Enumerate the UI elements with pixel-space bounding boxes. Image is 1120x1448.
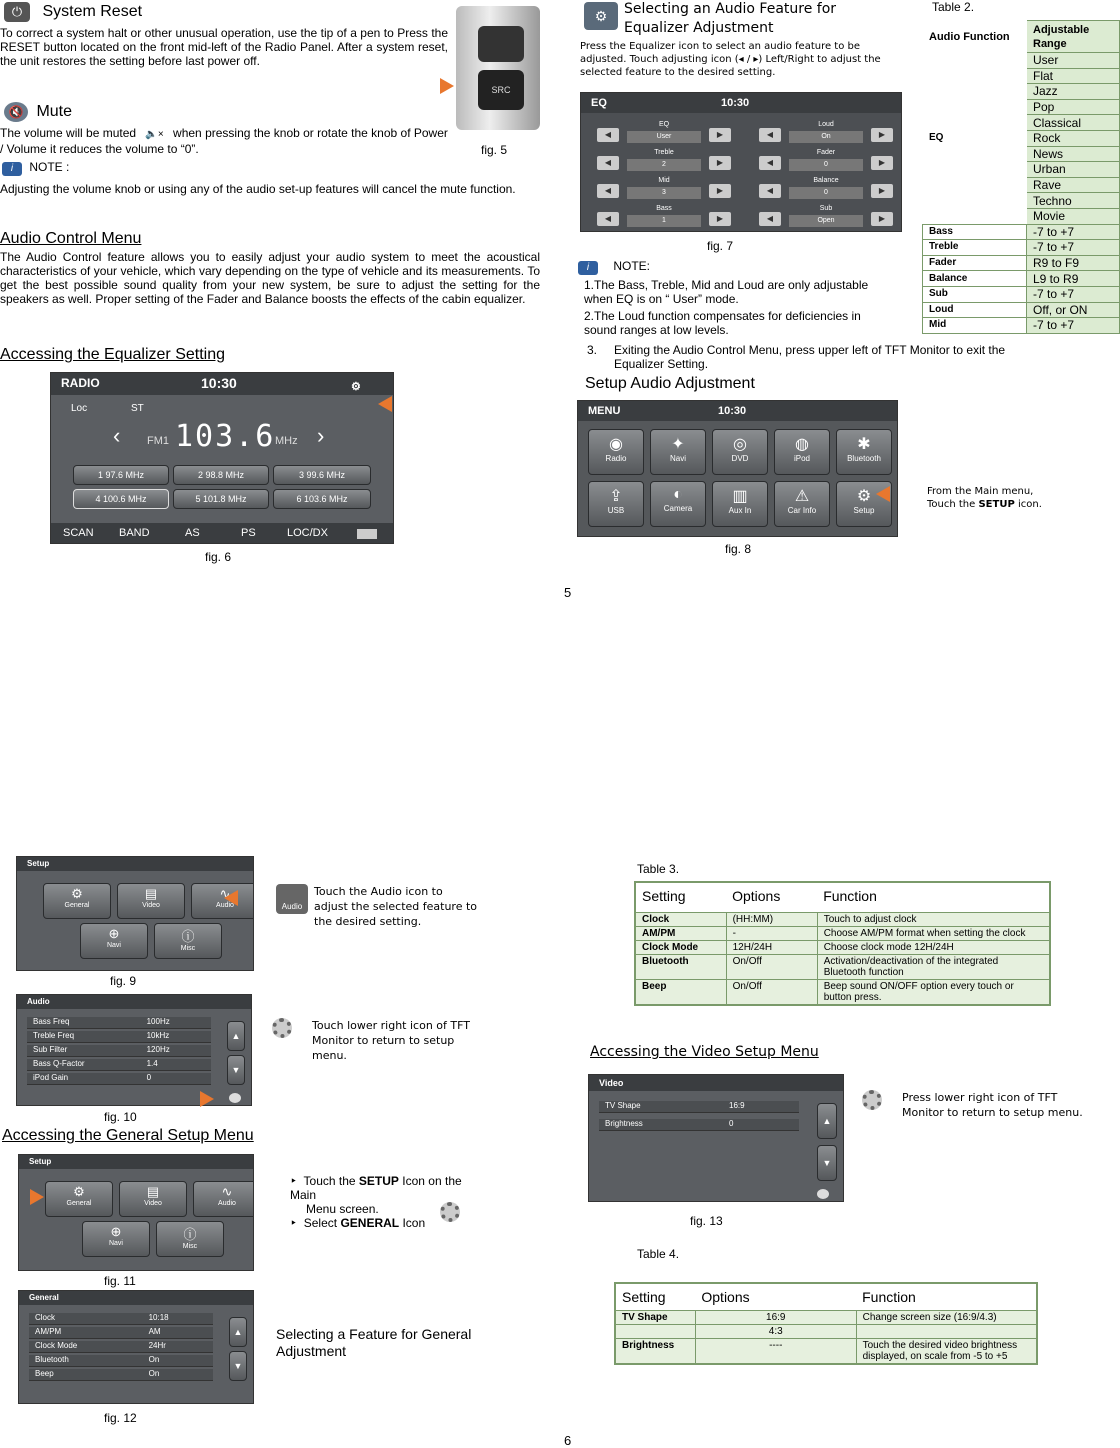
band-button[interactable]: BAND	[119, 527, 150, 539]
menu-time: 10:30	[718, 405, 747, 417]
system-reset-body: To correct a system halt or other unusual operation, use the tip of a pen to Press the RESET button located on the front mid-left of the Radio Panel. After a system reset, the unit restores the setting before last power off.	[0, 26, 448, 68]
right-arrow-icon[interactable]: ▶	[709, 212, 731, 226]
table2-eq-value: Flat	[1027, 68, 1120, 84]
preset-6-button[interactable]: 6 103.6 MHz	[273, 489, 371, 509]
aux-in-icon: ▥	[732, 488, 748, 505]
table2-range: -7 to +7	[1027, 286, 1120, 302]
camera-icon: ◐	[673, 486, 683, 503]
left-arrow-icon[interactable]: ◀	[759, 156, 781, 170]
left-arrow-icon[interactable]: ◀	[597, 184, 619, 198]
right-arrow-icon[interactable]: ▶	[871, 212, 893, 226]
table2-function: Treble	[923, 240, 1027, 256]
setting-value: 0	[729, 1119, 734, 1128]
main-menu-screen	[577, 400, 898, 537]
table-header: Setting	[642, 888, 686, 904]
eq-control-label: Fader	[816, 149, 836, 156]
info-icon: i	[2, 162, 22, 176]
setup-general-button[interactable]: ⚙ General	[43, 883, 111, 919]
audio-screen-fig10	[16, 994, 252, 1106]
setting-value: 100Hz	[146, 1017, 170, 1026]
table-cell: Beep sound ON/OFF option every touch or button press.	[817, 979, 1050, 1005]
fig11-caption: fig. 11	[104, 1274, 136, 1288]
fig8-note: From the Main menu, Touch the SETUP icon.	[927, 486, 1042, 510]
system-reset-heading: ⏻ System Reset	[4, 2, 524, 22]
table-cell: AM/PM	[642, 927, 676, 939]
setup-audio-button[interactable]: ∿ Audio	[193, 1181, 254, 1217]
note2-item-2: 2.The Loud function compensates for deficiencies in sound ranges at low levels.	[584, 309, 861, 337]
navi-icon: ⊕	[110, 1224, 122, 1239]
info-icon: i	[578, 261, 598, 275]
eq-screen	[580, 92, 902, 232]
table2-range: -7 to +7	[1027, 224, 1120, 240]
setting-name: Clock	[35, 1313, 56, 1322]
menu-camera-button[interactable]: ◐ Camera	[650, 481, 706, 527]
audio-control-menu-body: The Audio Control feature allows you to easily adjust your audio system to meet the acoustical characteristics of your vehicle, which vary depending on the type of vehicle and its measurements. To get the best possible sound quality from your new system, be sure to adjust the setting for the speakers as well. Proper setting of the Fader and Balance boosts the effects of the cabin equalizer.	[0, 250, 540, 306]
table-cell: Activation/deactivation of the integrated Bluetooth function	[817, 954, 1050, 979]
step3-text: Exiting the Audio Control Menu, press upper left of TFT Monitor to exit the Equalizer Setting.	[614, 343, 1006, 371]
right-arrow-icon[interactable]: ▶	[709, 128, 731, 142]
radio-icon: ◉	[609, 436, 623, 453]
fig9-note: Touch the Audio icon to adjust the selected feature to the desired setting.	[314, 885, 478, 928]
table2-eq-value: Jazz	[1027, 84, 1120, 100]
table-cell: Bluetooth	[642, 955, 689, 967]
audio-control-menu-heading: Audio Control Menu	[0, 230, 142, 247]
select-feature-body: Press the Equalizer icon to select an audio feature to be adjusted. Touch adjusting icon (◂ / ▸) Left/Right to adjust the selected feature to the desired setting.	[580, 41, 881, 78]
setup-video-button[interactable]: ▤ Video	[117, 883, 185, 919]
setting-value: 120Hz	[146, 1045, 170, 1054]
right-arrow-icon[interactable]: ▶	[709, 184, 731, 198]
scroll-down-button[interactable]: ▼	[229, 1351, 247, 1381]
eq-control-label: Bass	[656, 205, 672, 212]
setup-navi-button[interactable]: ⊕ Navi	[80, 923, 148, 959]
setup-misc-button[interactable]: ⓘ Misc	[156, 1221, 224, 1257]
setting-row[interactable]	[29, 1341, 213, 1353]
menu-car-info-button[interactable]: ⚠ Car Info	[774, 481, 830, 527]
eq-control-label: Sub	[819, 205, 833, 212]
audio-icon: ∿	[221, 1184, 233, 1199]
left-arrow-icon[interactable]: ◀	[597, 212, 619, 226]
fig8-caption: fig. 8	[725, 542, 752, 556]
table2-range: -7 to +7	[1027, 318, 1120, 334]
gear-icon	[440, 1202, 460, 1227]
table2-function: Bass	[923, 224, 1027, 240]
table-row	[615, 1339, 1037, 1365]
setup-icon: ⚙	[856, 488, 872, 505]
setting-value: On	[148, 1355, 160, 1364]
radio-panel-photo	[456, 6, 540, 130]
table3-caption: Table 3.	[637, 862, 680, 876]
fig7-caption: fig. 7	[707, 239, 734, 253]
setting-name: Brightness	[605, 1119, 643, 1128]
page-number: 6	[564, 1433, 572, 1448]
video-screen-title: Video	[589, 1075, 843, 1091]
setting-row[interactable]	[27, 1017, 211, 1029]
eq-control-value: User	[627, 131, 701, 143]
table-header: Setting	[622, 1289, 666, 1305]
setup-general-button[interactable]: ⚙ General	[45, 1181, 113, 1217]
mute-body: The volume will be muted 🔈× when pressing the knob or rotate the knob of Power / Volume it reduces the volume to “0”.	[0, 126, 448, 156]
eq-control-eq[interactable]	[597, 123, 731, 145]
radio-title: RADIO	[61, 376, 100, 390]
eq-control-value: 1	[627, 215, 701, 227]
table-cell: Touch to adjust clock	[817, 912, 1050, 926]
table-cell: Brightness	[622, 1340, 675, 1351]
scan-button[interactable]: SCAN	[63, 527, 94, 539]
table2-eq-value: Classical	[1027, 115, 1120, 131]
audio-icon: ∿	[219, 886, 231, 901]
band-label: FM1	[147, 435, 169, 447]
menu-navi-button[interactable]: ✦ Navi	[650, 429, 706, 475]
loc-label: Loc	[71, 403, 88, 414]
table2-eq-value: Rock	[1027, 130, 1120, 146]
eq-access-heading: Accessing the Equalizer Setting	[0, 346, 226, 363]
setting-row[interactable]	[27, 1045, 211, 1057]
eq-control-value: 0	[789, 187, 863, 199]
table2-header-range: Adjustable Range	[1027, 21, 1120, 53]
table-cell: -	[726, 926, 817, 940]
table2-eq-value: Rave	[1027, 177, 1120, 193]
video-icon: ▤	[144, 886, 158, 901]
table-cell	[615, 1325, 695, 1339]
orange-arrow-icon	[378, 396, 392, 412]
setup-title: Setup	[19, 1155, 253, 1169]
preset-3-button[interactable]: 3 99.6 MHz	[273, 465, 371, 485]
setting-row[interactable]	[599, 1101, 799, 1113]
table2-function: Mid	[923, 318, 1027, 334]
eq-control-fader[interactable]	[759, 151, 893, 173]
table2	[922, 20, 1120, 334]
right-arrow-icon[interactable]: ▶	[871, 156, 893, 170]
mute-speaker-icon: 🔇	[4, 102, 28, 122]
setting-row[interactable]	[29, 1327, 213, 1339]
general-icon: ⚙	[73, 1184, 85, 1199]
fig13-note: Press lower right icon of TFT Monitor to return to setup menu.	[902, 1091, 1083, 1119]
eq-control-label: Mid	[658, 177, 670, 184]
table-header: Function	[823, 888, 877, 904]
navi-icon: ⊕	[108, 926, 120, 941]
eq-screen-time: 10:30	[721, 97, 750, 109]
dvd-icon: ◎	[733, 436, 747, 453]
scroll-down-button[interactable]: ▼	[227, 1055, 245, 1085]
table-cell: 12H/24H	[726, 940, 817, 954]
scroll-up-button[interactable]: ▲	[229, 1317, 247, 1347]
setting-row[interactable]	[27, 1073, 211, 1085]
eq-control-sub[interactable]	[759, 207, 893, 229]
gear-icon	[272, 1018, 292, 1043]
setting-value: 24Hr	[148, 1341, 166, 1350]
video-setup-heading: Accessing the Video Setup Menu	[590, 1044, 819, 1060]
navi-icon: ✦	[671, 436, 685, 453]
setting-row[interactable]	[27, 1031, 211, 1043]
general-instructions: ‣ Touch the SETUP Icon on the Main Menu screen. ‣ Select GENERAL Icon	[290, 1174, 462, 1230]
general-icon: ⚙	[71, 886, 83, 901]
table2-header-function: Audio Function	[929, 30, 1010, 43]
setup-misc-button[interactable]: ⓘ Misc	[154, 923, 222, 959]
right-arrow-icon[interactable]: ▶	[871, 128, 893, 142]
audio-screen-title: Audio	[17, 995, 251, 1009]
table2-eq-value: User	[1027, 53, 1120, 69]
bluetooth-icon: ✱	[857, 436, 871, 453]
step3-number: 3.	[587, 343, 598, 357]
menu-bluetooth-button[interactable]: ✱ Bluetooth	[836, 429, 892, 475]
setting-value: On	[148, 1369, 160, 1378]
setup-screen-fig11	[18, 1154, 254, 1271]
eq-control-label: Treble	[654, 149, 674, 156]
note2-heading: i NOTE:	[578, 259, 650, 275]
fig6-caption: fig. 6	[205, 550, 232, 564]
table-cell: TV Shape	[622, 1312, 668, 1323]
mute-heading: 🔇 Mute	[4, 102, 72, 122]
general-screen-title: General	[19, 1291, 253, 1305]
table-cell: On/Off	[726, 954, 817, 979]
eq-settings-icon[interactable]: ⚙	[351, 381, 361, 393]
eq-control-label: EQ	[658, 121, 670, 128]
eq-screen-title: EQ	[591, 97, 607, 109]
menu-dvd-button[interactable]: ◎ DVD	[712, 429, 768, 475]
preset-2-button[interactable]: 2 98.8 MHz	[173, 465, 269, 485]
left-arrow-icon[interactable]: ◀	[759, 184, 781, 198]
note-body: Adjusting the volume knob or using any of the audio set-up features will cancel the mute function.	[0, 182, 516, 196]
gear-icon	[862, 1090, 882, 1115]
left-arrow-icon[interactable]: ◀	[759, 212, 781, 226]
preset-4-button[interactable]: 4 100.6 MHz	[73, 489, 169, 509]
eq-control-label: Balance	[813, 177, 839, 184]
setting-name: Bass Freq	[33, 1017, 70, 1026]
eq-control-loud[interactable]	[759, 123, 893, 145]
table-cell: Choose clock mode 12H/24H	[817, 940, 1050, 954]
ps-button[interactable]: PS	[241, 527, 256, 539]
grid-menu-icon[interactable]	[357, 529, 377, 539]
setup-screen-fig9	[16, 856, 254, 971]
setup-video-button[interactable]: ▤ Video	[119, 1181, 187, 1217]
page-number: 5	[564, 585, 572, 600]
menu-ipod-button[interactable]: ◍ iPod	[774, 429, 830, 475]
table-header: Function	[862, 1289, 916, 1305]
orange-arrow-icon	[440, 78, 454, 94]
general-setup-heading: Accessing the General Setup Menu	[2, 1127, 254, 1144]
prev-arrow-icon[interactable]: ‹	[113, 423, 121, 448]
eq-control-value: 3	[627, 187, 701, 199]
table-cell: ----	[695, 1339, 856, 1365]
fig5-caption: fig. 5	[481, 143, 508, 157]
scroll-up-button[interactable]: ▲	[227, 1021, 245, 1051]
src-button: SRC	[478, 70, 524, 110]
setup-audio-button[interactable]: ∿ Audio	[191, 883, 254, 919]
note2-item-1: 1.The Bass, Treble, Mid and Loud are only adjustable when EQ is on “ User” mode.	[584, 278, 869, 306]
table2-function: Loud	[923, 302, 1027, 318]
table3	[634, 881, 1051, 1006]
misc-icon: ⓘ	[181, 929, 195, 944]
scroll-up-button[interactable]: ▲	[817, 1103, 837, 1139]
setting-value: AM	[148, 1327, 161, 1336]
table-row	[635, 979, 1050, 1005]
setting-name: iPod Gain	[33, 1073, 69, 1082]
preset-1-button[interactable]: 1 97.6 MHz	[73, 465, 169, 485]
table-cell	[856, 1325, 1037, 1339]
eq-icon: ⚙	[584, 2, 618, 30]
eq-control-value: 2	[627, 159, 701, 171]
table-cell: 16:9	[695, 1311, 856, 1325]
menu-setup-button[interactable]: ⚙ Setup	[836, 481, 892, 527]
setting-row[interactable]	[27, 1059, 211, 1071]
table-cell: Clock	[642, 913, 670, 925]
radio-time: 10:30	[201, 375, 237, 391]
eq-control-value: Open	[789, 215, 863, 227]
eq-control-mid[interactable]	[597, 179, 731, 201]
table2-range: Off, or ON	[1027, 302, 1120, 318]
setup-audio-heading: Setup Audio Adjustment	[585, 375, 755, 392]
fig12-caption: fig. 12	[104, 1411, 137, 1425]
eq-control-label: Loud	[818, 121, 834, 128]
right-arrow-icon[interactable]: ▶	[709, 156, 731, 170]
setting-row[interactable]	[29, 1313, 213, 1325]
menu-aux-in-button[interactable]: ▥ Aux In	[712, 481, 768, 527]
locdx-button[interactable]: LOC/DX	[287, 527, 328, 539]
setting-row[interactable]	[29, 1355, 213, 1367]
table2-function: Fader	[923, 255, 1027, 271]
table2-eq-value: Techno	[1027, 193, 1120, 209]
setting-name: Clock Mode	[35, 1341, 78, 1350]
mute-icon: 🔈×	[145, 129, 164, 140]
fig12-note: Selecting a Feature for General Adjustment	[276, 1326, 472, 1359]
menu-usb-button[interactable]: ⇪ USB	[588, 481, 644, 527]
table-cell: Touch the desired video brightness displayed, on scale from -5 to +5	[856, 1339, 1037, 1365]
unit-label: MHz	[275, 435, 298, 447]
table-row	[615, 1325, 1037, 1339]
radio-screen	[50, 372, 394, 544]
table2-range: -7 to +7	[1027, 240, 1120, 256]
fig10-caption: fig. 10	[104, 1110, 137, 1124]
table2-caption: Table 2.	[932, 0, 975, 14]
table-cell: (HH:MM)	[726, 912, 817, 926]
setting-name: Sub Filter	[33, 1045, 68, 1054]
as-button[interactable]: AS	[185, 527, 200, 539]
eq-control-value: On	[789, 131, 863, 143]
setting-name: Bass Q-Factor	[33, 1059, 85, 1068]
right-arrow-icon[interactable]: ▶	[871, 184, 893, 198]
table-row	[635, 926, 1050, 940]
setting-name: Bluetooth	[35, 1355, 69, 1364]
table-cell: On/Off	[726, 979, 817, 1005]
fig9-caption: fig. 9	[110, 974, 137, 988]
eq-control-treble[interactable]	[597, 151, 731, 173]
table-header: Options	[701, 1289, 750, 1305]
orange-arrow-icon	[876, 486, 890, 502]
menu-title: MENU	[588, 405, 621, 417]
menu-radio-button[interactable]: ◉ Radio	[588, 429, 644, 475]
power-icon: ⏻	[4, 2, 30, 22]
ipod-icon: ◍	[795, 436, 809, 453]
misc-icon: ⓘ	[183, 1227, 197, 1242]
left-arrow-icon[interactable]: ◀	[759, 128, 781, 142]
table-cell: Change screen size (16:9/4.3)	[856, 1311, 1037, 1325]
table2-range: L9 to R9	[1027, 271, 1120, 287]
left-arrow-icon[interactable]: ◀	[597, 128, 619, 142]
eq-control-balance[interactable]	[759, 179, 893, 201]
setting-value: 16:9	[729, 1101, 745, 1110]
orange-arrow-icon	[224, 890, 238, 906]
note-heading: i NOTE :	[2, 160, 69, 176]
video-screen-fig13	[588, 1074, 844, 1202]
setting-name: TV Shape	[605, 1101, 641, 1110]
setting-value: 10kHz	[146, 1031, 170, 1040]
orange-arrow-icon	[30, 1189, 44, 1205]
table4-caption: Table 4.	[637, 1247, 680, 1261]
scroll-down-button[interactable]: ▼	[817, 1145, 837, 1181]
eq-control-value: 0	[789, 159, 863, 171]
eq-control-bass[interactable]	[597, 207, 731, 229]
table-row	[635, 940, 1050, 954]
table2-eq-value: Pop	[1027, 99, 1120, 115]
general-screen-fig12	[18, 1290, 254, 1404]
video-icon: ▤	[146, 1184, 160, 1199]
settings-return-icon[interactable]	[229, 1093, 241, 1103]
setting-value: 1.4	[146, 1059, 158, 1068]
setting-name: Treble Freq	[33, 1031, 75, 1040]
table2-eq-value: Urban	[1027, 162, 1120, 178]
table-cell: Beep	[642, 980, 667, 992]
table-row	[615, 1311, 1037, 1325]
table2-eq-value: News	[1027, 146, 1120, 162]
orange-arrow-icon	[200, 1091, 214, 1107]
setting-row[interactable]	[599, 1119, 799, 1131]
table2-function: Sub	[923, 286, 1027, 302]
setting-value: 10:18	[148, 1313, 169, 1322]
preset-5-button[interactable]: 5 101.8 MHz	[173, 489, 269, 509]
table-row	[635, 954, 1050, 979]
table2-eq-label: EQ	[923, 53, 1027, 225]
audio-icon: Audio	[276, 884, 308, 914]
select-feature-heading: ⚙ Selecting an Audio Feature for Equalizer Adjustment	[584, 0, 884, 38]
settings-return-icon[interactable]	[817, 1189, 829, 1199]
setting-value: 0	[146, 1073, 152, 1082]
table2-eq-value: Movie	[1027, 208, 1120, 224]
setting-row[interactable]	[29, 1369, 213, 1381]
setup-navi-button[interactable]: ⊕ Navi	[82, 1221, 150, 1257]
setup-title: Setup	[17, 857, 253, 871]
car-info-icon: ⚠	[794, 488, 810, 505]
table-header: Options	[732, 888, 781, 904]
table2-range: R9 to F9	[1027, 255, 1120, 271]
frequency-display: 103.6	[175, 419, 276, 454]
table4	[614, 1282, 1038, 1365]
fig13-caption: fig. 13	[690, 1214, 723, 1228]
setting-name: Beep	[35, 1369, 54, 1378]
next-arrow-icon[interactable]: ›	[317, 423, 325, 448]
table-cell: Clock Mode	[642, 941, 699, 953]
setting-name: AM/PM	[35, 1327, 62, 1336]
table2-function: Balance	[923, 271, 1027, 287]
fig10-note: Touch lower right icon of TFT Monitor to return to setup menu.	[312, 1019, 470, 1062]
st-label: ST	[131, 403, 144, 414]
table-cell: 4:3	[695, 1325, 856, 1339]
usb-icon: ⇪	[609, 488, 623, 505]
table-cell: Choose AM/PM format when setting the clock	[817, 926, 1050, 940]
table-row	[635, 912, 1050, 926]
left-arrow-icon[interactable]: ◀	[597, 156, 619, 170]
